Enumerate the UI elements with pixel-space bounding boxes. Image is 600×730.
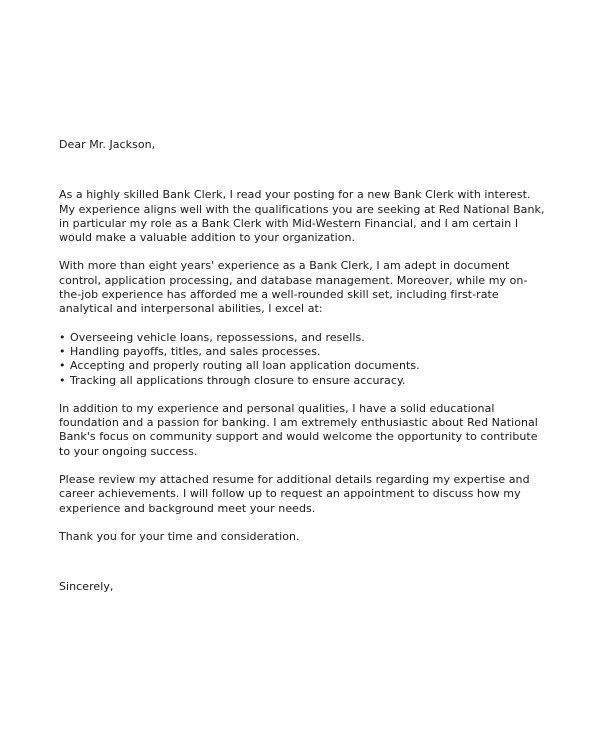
paragraph-thanks: Thank you for your time and consideration. <box>59 529 300 543</box>
salutation: Dear Mr. Jackson, <box>59 138 156 151</box>
paragraph-education: In addition to my experience and personal qualities, I have a solid educational foundation and a passion for banking. I am extremely enthusiastic about Red National Bank's focus on community support and would welcome the opportunity to contribute to your ongoing success. <box>59 401 538 458</box>
list-item: • Accepting and properly routing all loan application documents. <box>59 359 545 373</box>
list-item: • Tracking all applications through closure to ensure accuracy. <box>59 374 545 388</box>
paragraph-introduction: As a highly skilled Bank Clerk, I read your posting for a new Bank Clerk with interest. My experience aligns well with the qualifications you are seeking at Red National Bank, in particular my role as a Bank Clerk with Mid-Western Financial, and I am certain I would make a valuable addition to your organization. <box>59 188 545 245</box>
cover-letter <box>59 138 545 595</box>
closing: Sincerely, <box>59 580 114 594</box>
list-item: • Handling payoffs, titles, and sales processes. <box>59 345 545 359</box>
skills-list <box>59 331 545 388</box>
paragraph-experience: With more than eight years' experience as a Bank Clerk, I am adept in document control, application processing, and database management. Moreover, while my on-the-job experience has afforded me a well-rounded skill set, including first-rate analytical and interpersonal abilities, I excel at: <box>59 259 528 316</box>
paragraph-follow-up: Please review my attached resume for additional details regarding my expertise and career achievements. I will follow up to request an appointment to discuss how my experience and background meet your needs. <box>59 473 530 515</box>
list-item: • Overseeing vehicle loans, repossessions, and resells. <box>59 331 545 345</box>
